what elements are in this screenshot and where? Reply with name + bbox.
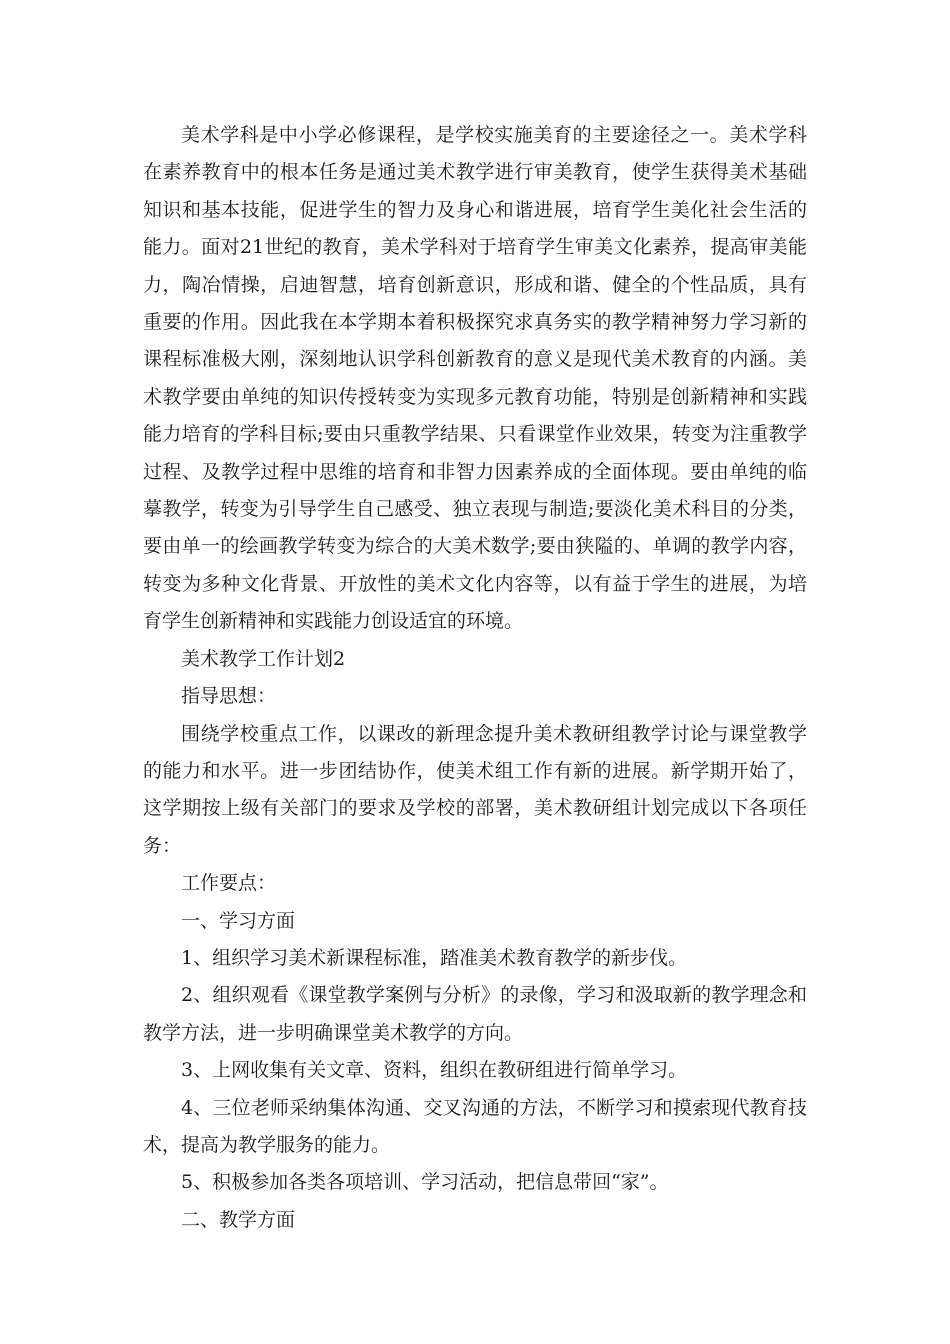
list-item: 1、组织学习美术新课程标准，踏准美术教育教学的新步伐。 (181, 946, 688, 969)
section-heading-teaching: 二、教学方面 (181, 1208, 296, 1231)
guiding-thought-heading: 指导思想： (181, 685, 277, 708)
work-points-heading: 工作要点： (181, 872, 277, 895)
list-item: 3、上网收集有关文章、资料，组织在教研组进行简单学习。 (181, 1059, 688, 1082)
plan-title: 美术教学工作计划2 (181, 647, 346, 670)
section-heading-study: 一、学习方面 (181, 909, 296, 932)
document-body (143, 117, 807, 1239)
intro-paragraph: 美术学科是中小学必修课程，是学校实施美育的主要途径之一。美术学科在素养教育中的根本任务是通过美术教学进行审美教育，使学生获得美术基础知识和基本技能，促进学生的智力及身心和谐进展，培育学生美化社会生活的能力。面对21世纪的教育，美术学科对于培育学生审美文化素养，提高审美能力，陶冶情操，启迪智慧，培育创新意识，形成和谐、健全的个性品质，具有重要的作用。因此我在本学期本着积极探究求真务实的教学精神努力学习新的课程标准极大刚，深刻地认识学科创新教育的意义是现代美术教育的内涵。美术教学要由单纯的知识传授转变为实现多元教育功能，特别是创新精神和实践能力培育的学科目标;要由只重教学结果、只看课堂作业效果，转变为注重教学过程、及教学过程中思维的培育和非智力因素养成的全面体现。要由单纯的临摹教学，转变为引导学生自己感受、独立表现与制造;要淡化美术科目的分类，要由单一的绘画教学转变为综合的大美术数学;要由狭隘的、单调的教学内容，转变为多种文化背景、开放性的美术文化内容等，以有益于学生的进展，为培育学生创新精神和实践能力创设适宜的环境。 (143, 124, 807, 633)
list-item: 5、积极参加各类各项培训、学习活动，把信息带回“家”。 (181, 1171, 669, 1194)
list-item: 2、组织观看《课堂教学案例与分析》的录像，学习和汲取新的教学理念和教学方法，进一步明确课堂美术教学的方向。 (143, 984, 807, 1044)
list-item: 4、三位老师采纳集体沟通、交叉沟通的方法，不断学习和摸索现代教育技术，提高为教学服务的能力。 (143, 1096, 807, 1156)
guiding-thought-paragraph: 围绕学校重点工作，以课改的新理念提升美术教研组教学讨论与课堂教学的能力和水平。进一步团结协作，使美术组工作有新的进展。新学期开始了，这学期按上级有关部门的要求及学校的部署，美术教研组计划完成以下各项任务： (143, 722, 807, 857)
